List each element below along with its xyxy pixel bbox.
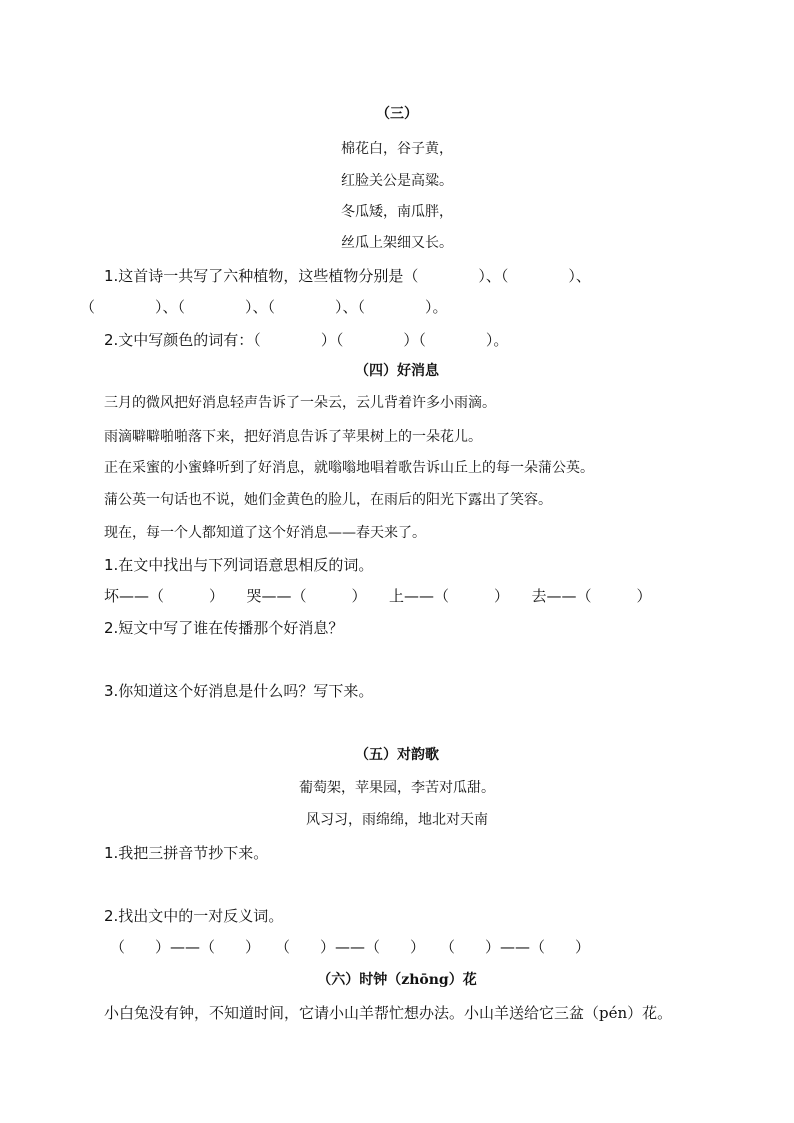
question-3: 3.你知道这个好消息是什么吗？写下来。	[104, 682, 374, 700]
poem-line: 丝瓜上架细又长。	[341, 235, 453, 251]
question-2: 2.短文中写了谁在传播那个好消息？	[104, 619, 344, 637]
poem-line: 风习习，雨绵绵，地北对天南	[306, 812, 488, 828]
antonym-blanks: 坏——（ ） 哭——（ ） 上——（ ） 去——（ ）	[104, 587, 652, 605]
question-1: 1.在文中找出与下列词语意思相反的词。	[104, 556, 374, 574]
poem-line: 棉花白，谷子黄，	[341, 141, 453, 157]
paragraph: 正在采蜜的小蜜蜂听到了好消息，就嗡嗡地唱着歌告诉山丘上的每一朵蒲公英。	[104, 460, 594, 476]
paragraph: 现在，每一个人都知道了这个好消息——春天来了。	[104, 525, 426, 541]
section-3-title: （三）	[376, 106, 418, 122]
paragraph: 小白兔没有钟，不知道时间，它请小山羊帮忙想办法。小山羊送给它三盆（pén）花。	[104, 1004, 673, 1022]
section-5-title: （五）对韵歌	[355, 747, 439, 763]
poem-line: 冬瓜矮，南瓜胖，	[341, 204, 453, 220]
paragraph: 三月的微风把好消息轻声告诉了一朵云，云儿背着许多小雨滴。	[104, 395, 496, 411]
question-1-line-2: （ ）、（ ）、（ ）、（ ）。	[80, 298, 448, 316]
question-2: 2.找出文中的一对反义词。	[104, 907, 284, 925]
antonym-pair-blanks: （ ）——（ ） （ ）——（ ） （ ）——（ ）	[110, 938, 591, 956]
section-6-title: （六）时钟（zhōng）花	[317, 972, 477, 988]
paragraph: 雨滴噼噼啪啪落下来，把好消息告诉了苹果树上的一朵花儿。	[104, 429, 482, 445]
question-1: 1.我把三拼音节抄下来。	[104, 844, 269, 862]
section-4-title: （四）好消息	[355, 363, 439, 379]
poem-line: 红脸关公是高粱。	[341, 173, 453, 189]
question-1-line-1: 1.这首诗一共写了六种植物，这些植物分别是（ ）、（ ）、	[104, 267, 591, 285]
poem-line: 葡萄架，苹果园，李苦对瓜甜。	[299, 780, 495, 796]
question-2: 2.文中写颜色的词有：（ ）（ ）（ ）。	[104, 331, 509, 349]
paragraph: 蒲公英一句话也不说，她们金黄色的脸儿，在雨后的阳光下露出了笑容。	[104, 492, 552, 508]
